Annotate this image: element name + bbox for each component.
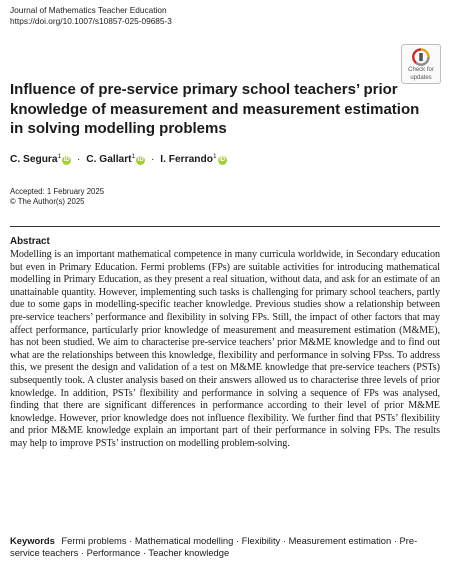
author[interactable] bbox=[86, 153, 145, 165]
author-list bbox=[10, 153, 227, 165]
keywords-label: Keywords bbox=[10, 535, 55, 546]
author[interactable] bbox=[160, 153, 226, 165]
journal-header bbox=[10, 5, 172, 27]
check-for-updates-label-1: Check for bbox=[408, 67, 434, 73]
section-divider bbox=[10, 226, 440, 227]
orcid-icon[interactable]: iD bbox=[63, 157, 70, 163]
author-separator: · bbox=[151, 154, 155, 165]
author-separator: · bbox=[77, 154, 81, 165]
check-for-updates-icon bbox=[412, 48, 430, 66]
keywords-block bbox=[10, 535, 440, 559]
abstract-text: Modelling is an important mathematical competence in many curricula worldwide, in Secondary education but even in Primary Education. Fermi problems (FPs) are suitable activities for introducing mathematical modelling in Primary Education, as they present a real situation, without data, and ask for an estimate of an unattainable quantity. However, implementing such tasks is challenging for primary school teachers, partly due to some gaps in modelling-specific teacher knowledge. Previous studies show a relationship between pre-service teachers’ performance and flexibility in solving FPs. Still, the impact of other factors that may affect performance, particularly prior knowledge of measurement and measurement estimation (M&ME), has not been studied. We aim to characterise pre-service teachers’ prior M&ME knowledge and to find out what are the relationships between this knowledge, flexibility and performance in solving FPss. To address this, we present the design and validation of a test on M&ME knowledge that pre-service teachers (PSTs) subsequently took. A cluster analysis based on their answers allowed us to characterise three levels of prior knowledge. In addition, PSTs’ flexibility and performance in solving a sequence of FPs was analysed, finding that there are significant differences in performance according to their level of prior M&ME knowledge. However, prior knowledge does not influence flexibility. We further find that PSTs’ flexibility and prior M&ME knowledge explain an important part of their performance in solving FPs. The results may help to improve PSTs’ instruction on modelling problem-solving. bbox=[10, 249, 440, 449]
journal-name: Journal of Mathematics Teacher Education bbox=[10, 5, 167, 15]
affiliation-marker: 1 bbox=[212, 153, 217, 160]
orcid-icon[interactable]: iD bbox=[137, 157, 144, 163]
article-title: Influence of pre-service primary school teachers’ prior knowledge of measurement and measurement estimation in solving modelling problems bbox=[10, 81, 420, 137]
check-for-updates-label-2: updates bbox=[410, 74, 432, 81]
article-dates bbox=[10, 187, 104, 207]
accepted-date: Accepted: 1 February 2025 bbox=[10, 187, 105, 196]
affiliation-marker: 1 bbox=[131, 153, 136, 160]
author[interactable] bbox=[10, 153, 71, 165]
author-name: I. Ferrando bbox=[160, 154, 213, 165]
orcid-icon[interactable]: iD bbox=[219, 157, 226, 163]
copyright-line: © The Author(s) 2025 bbox=[10, 197, 85, 206]
author-name: C. Segura bbox=[10, 154, 58, 165]
check-for-updates-badge[interactable] bbox=[401, 44, 441, 84]
affiliation-marker: 1 bbox=[57, 153, 62, 160]
abstract-heading: Abstract bbox=[10, 236, 50, 247]
author-name: C. Gallart bbox=[86, 154, 132, 165]
doi-link[interactable]: https://doi.org/10.1007/s10857-025-09685-3 bbox=[10, 16, 172, 26]
keywords-list: Fermi problems · Mathematical modelling · Flexibility · Measurement estimation · Pre-service teachers · Performance · Teacher knowledge bbox=[10, 535, 418, 559]
